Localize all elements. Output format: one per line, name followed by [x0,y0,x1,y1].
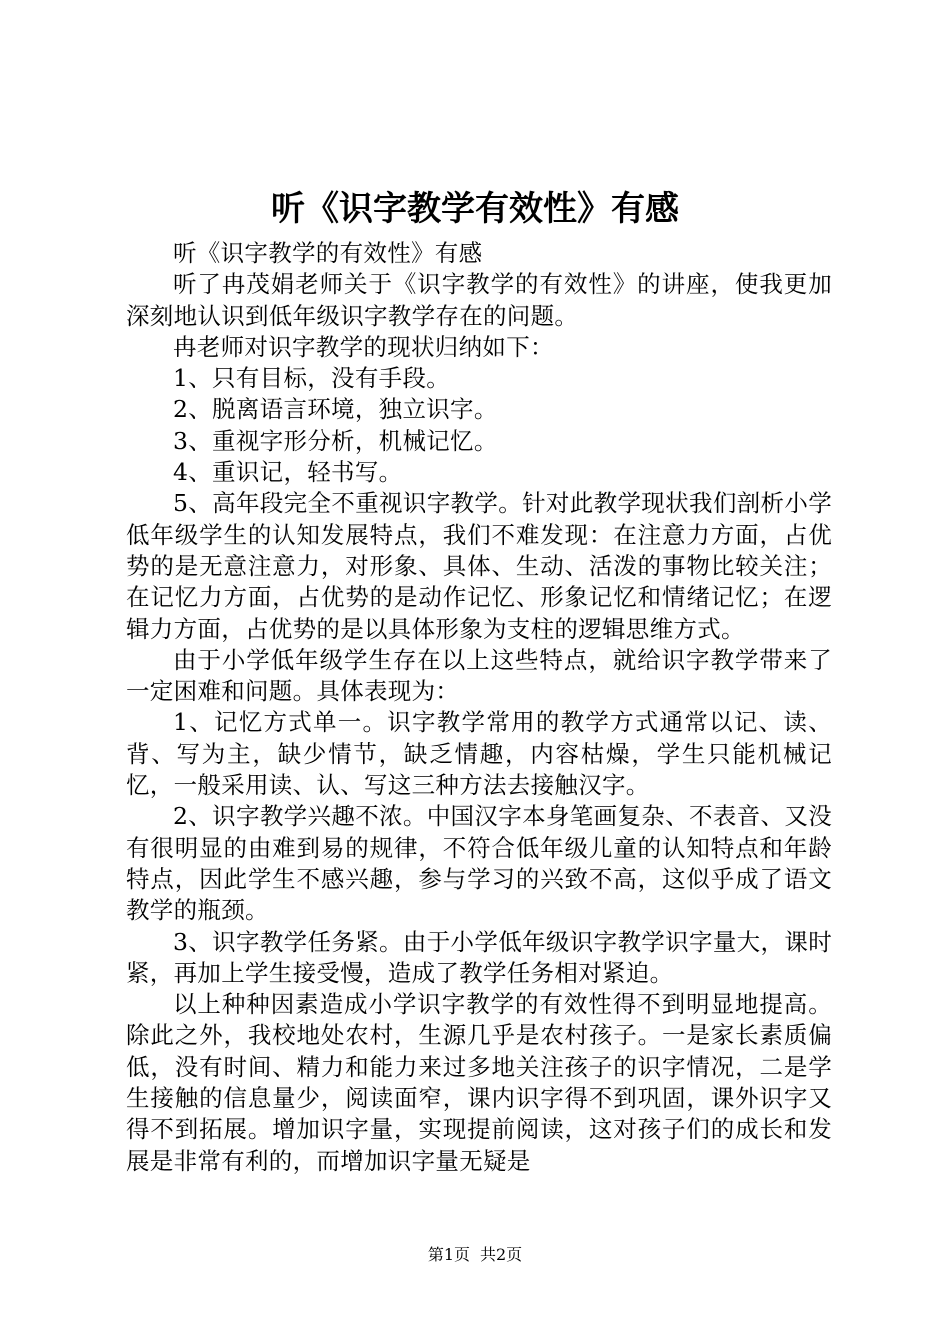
paragraph-subtitle: 听《识字教学的有效性》有感 [173,239,483,267]
paragraph-conclusion: 以上种种因素造成小学识字教学的有效性得不到明显地提高。除此之外，我校地处农村，生源几乎是农村孩子。一是家长素质偏低，没有时间、精力和能力来过多地关注孩子的识字情况，二是学生接触的信息量少，阅读面窄，课内识字得不到巩固，课外识字又得不到拓展。增加识字量，实现提前阅读，这对孩子们的成长和发展是非常有利的，而增加识字量无疑是 [126,990,832,1175]
paragraph-intro: 听了冉茂娟老师关于《识字教学的有效性》的讲座，使我更加深刻地认识到低年级识字教学存在的问题。 [126,270,832,330]
page-total: 共2页 [480,1245,523,1264]
page-number: 第1页 [427,1245,470,1264]
document-body [126,238,832,1177]
paragraph-list-item-2: 2、脱离语言环境，独立识字。 [173,395,498,424]
paragraph-list-item-4: 4、重识记，轻书写。 [173,458,403,487]
document-title: 听《识字教学有效性》有感 [271,189,679,229]
paragraph-problem-3: 3、识字教学任务紧。由于小学低年级识字教学识字量大，课时紧，再加上学生接受慢，造成了教学任务相对紧迫。 [126,927,832,987]
paragraph-list-item-1: 1、只有目标，没有手段。 [173,364,451,393]
paragraph-list-item-3: 3、重视字形分析，机械记忆。 [173,426,498,455]
page-footer [0,1244,950,1266]
paragraph-problem-1: 1、记忆方式单一。识字教学常用的教学方式通常以记、读、背、写为主，缺少情节，缺乏情趣，内容枯燥，学生只能机械记忆，一般采用读、认、写这三种方法去接触汉字。 [126,708,832,800]
paragraph-summary-lead: 冉老师对识字教学的现状归纳如下： [173,332,554,361]
paragraph-problems-lead: 由于小学低年级学生存在以上这些特点，就给识字教学带来了一定困难和问题。具体表现为： [126,645,832,706]
paragraph-problem-2: 2、识字教学兴趣不浓。中国汉字本身笔画复杂、不表音、又没有很明显的由难到易的规律，不符合低年级儿童的认知特点和年龄特点，因此学生不感兴趣，参与学习的兴致不高，这似乎成了语文教学的瓶颈。 [126,802,832,925]
paragraph-list-item-5: 5、高年段完全不重视识字教学。针对此教学现状我们剖析小学低年级学生的认知发展特点，我们不难发现：在注意力方面，占优势的是无意注意力，对形象、具体、生动、活泼的事物比较关注；在记忆力方面，占优势的是动作记忆、形象记忆和情绪记忆；在逻辑力方面，占优势的是以具体形象为支柱的逻辑思维方式。 [126,489,832,643]
